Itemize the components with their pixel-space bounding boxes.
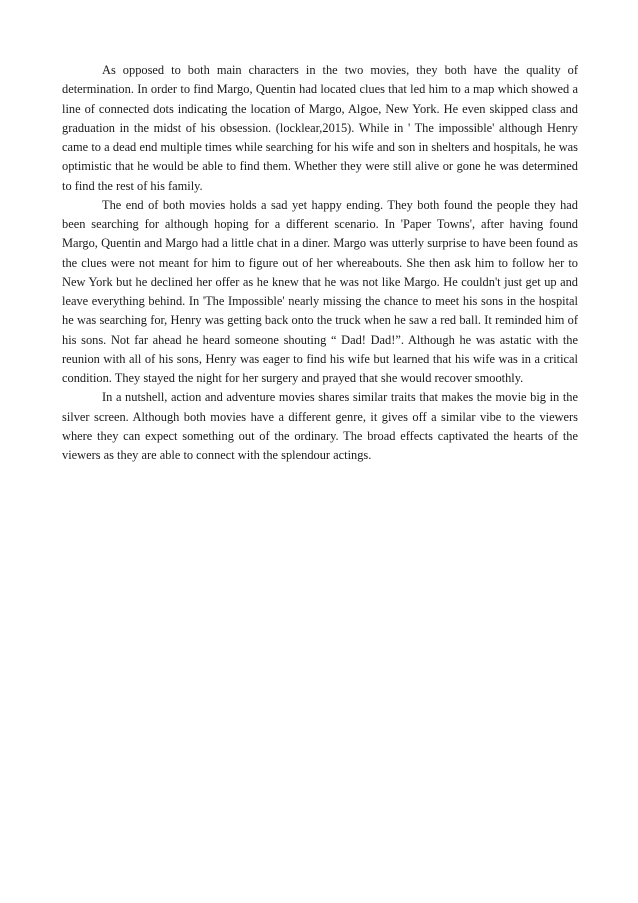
- paragraph-ending: The end of both movies holds a sad yet happy ending. They both found the people they had been searching for although hoping for a different scenario. In 'Paper Towns', after having found Margo, Quentin and Margo had a little chat in a diner. Margo was utterly surprise to have been found as the clues were not meant for him to figure out of her whereabouts. She then ask him to follow her to New York but he declined her offer as he knew that he was not like Margo. He couldn't just get up and leave everything behind. In 'The Impossible' nearly missing the chance to meet his sons in the hospital he was searching for, Henry was getting back onto the truck when he saw a red ball. It reminded him of his sons. Not far ahead he heard someone shouting “ Dad! Dad!”. Although he was astatic with the reunion with all of his sons, Henry was eager to find his wife but learned that his wife was in a critical condition. They stayed the night for her surgery and prayed that she would recover smoothly.: [62, 197, 578, 385]
- paragraph-determination: As opposed to both main characters in the two movies, they both have the quality of determination. In order to find Margo, Quentin had located clues that led him to a map which showed a line of connected dots indicating the location of Margo, Algoe, New York. He even skipped class and graduation in the midst of his obsession. (locklear,2015). While in ' The impossible' although Henry came to a dead end multiple times while searching for his wife and son in shelters and hospitals, he was optimistic that he would be able to find them. Whether they were still alive or gone he was determined to find the rest of his family.: [62, 63, 578, 193]
- paragraph-conclusion: In a nutshell, action and adventure movies shares similar traits that makes the movie big in the silver screen. Although both movies have a different genre, it gives off a similar vibe to the viewers where they can expect something out of the ordinary. The broad effects captivated the hearts of the viewers as they are able to connect with the splendour actings.: [62, 390, 578, 462]
- document-body: [62, 61, 578, 465]
